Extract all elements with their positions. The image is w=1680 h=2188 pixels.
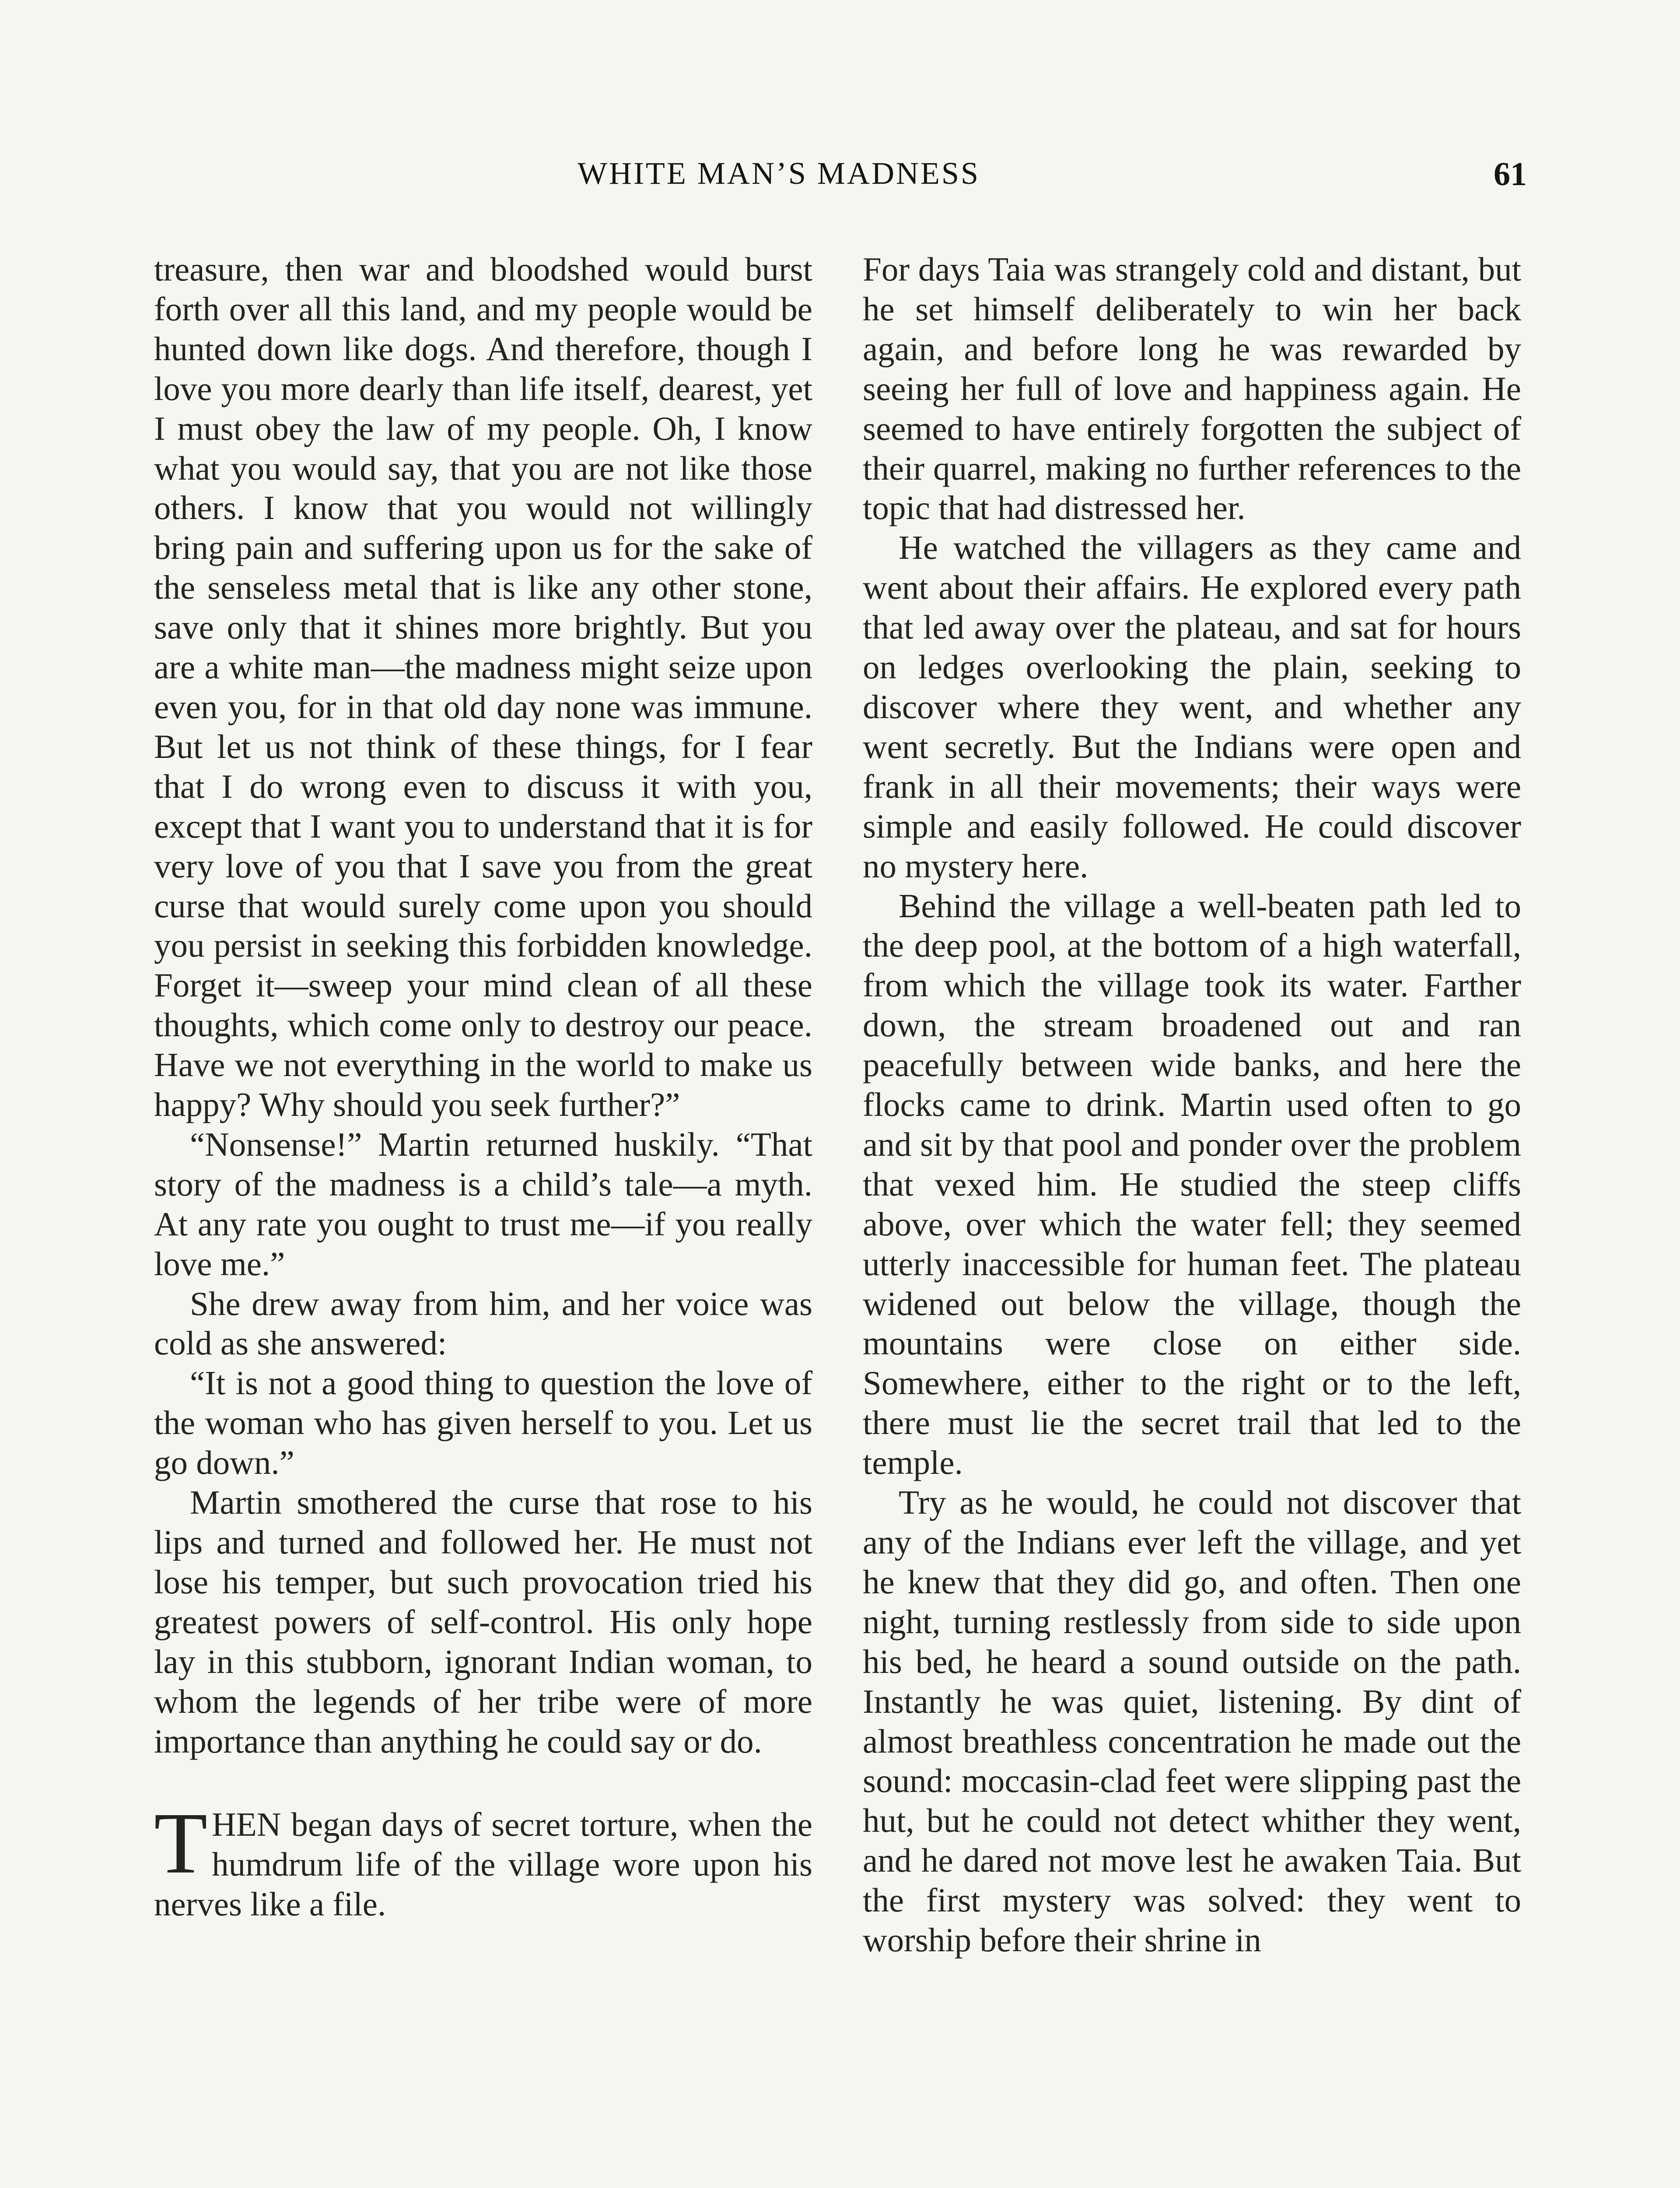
paragraph: “Nonsense!” Martin returned huskily. “That story of the madness is a child’s tale—a myth. At any rate you ought to trust me—if you really love me.” — [154, 1125, 812, 1283]
section-opening-paragraph — [154, 1795, 812, 1924]
paragraph: Try as he would, he could not discover that any of the Indians ever left the village, and yet he knew that they did go, and often. Then one night, turning restlessly from side to side upon his bed, he heard a sound outside on the path. Instantly he was quiet, listening. By dint of almost breathless concentration he made out the sound: moccasin-clad feet were slipping past the hut, but he could not detect whither they went, and he dared not move lest he awaken Taia. But the first mystery was solved: they went to worship before their shrine in — [863, 1483, 1521, 1959]
paragraph-text: HEN began days of secret torture, when the humdrum life of the village wore upon his nerves like a file. — [154, 1806, 812, 1923]
paragraph: treasure, then war and bloodshed would burst forth over all this land, and my people would be hunted down like dogs. And therefore, though I love you more dearly than life itself, dearest, yet I must obey the law of my people. Oh, I know what you would say, that you are not like those others. I know that you would not willingly bring pain and suffering upon us for the sake of the senseless metal that is like any other stone, save only that it shines more brightly. But you are a white man—the madness might seize upon even you, for in that old day none was immune. But let us not think of these things, for I fear that I do wrong even to discuss it with you, except that I want you to understand that it is for very love of you that I save you from the great curse that would surely come upon you should you persist in seeking this forbidden knowledge. Forget it—sweep your mind clean of all these thoughts, which come only to destroy our peace. Have we not everything in the world to make us happy? Why should you seek further?” — [154, 250, 812, 1124]
right-text-column — [863, 249, 1521, 1960]
running-title: WHITE MAN’S MADNESS — [578, 156, 980, 191]
paragraph: He watched the villagers as they came and went about their affairs. He explored every path that led away over the plateau, and sat for hours on ledges overlooking the plain, seeking to discover where they went, and whether any went secretly. But the Indians were open and frank in all their movements; their ways were simple and easily followed. He could discover no mystery here. — [863, 529, 1521, 885]
page-number: 61 — [1494, 156, 1527, 193]
paragraph: “It is not a good thing to question the love of the woman who has given herself to you. Let us go down.” — [154, 1364, 812, 1482]
drop-cap: T — [154, 1795, 208, 1892]
paragraph: She drew away from him, and her voice was cold as she answered: — [154, 1284, 812, 1362]
paragraph: Behind the village a well-beaten path led to the deep pool, at the bottom of a high waterfall, from which the village took its water. Farther down, the stream broadened out and ran peacefully between wide banks, and here the flocks came to drink. Martin used often to go and sit by that pool and ponder over the problem that vexed him. He studied the steep cliffs above, over which the water fell; they seemed utterly inaccessible for human feet. The plateau widened out below the village, though the mountains were close on either side. Somewhere, either to the right or to the left, there must lie the secret trail that led to the temple. — [863, 887, 1521, 1482]
running-header — [0, 155, 1680, 203]
left-text-column — [154, 249, 812, 1924]
paragraph: Martin smothered the curse that rose to his lips and turned and followed her. He must not lose his temper, but such provocation tried his greatest powers of self-control. His only hope lay in this stubborn, ignorant Indian woman, to whom the legends of her tribe were of more importance than anything he could say or do. — [154, 1483, 812, 1760]
paragraph: For days Taia was strangely cold and distant, but he set himself deliberately to win her back again, and before long he was rewarded by seeing her full of love and happiness again. He seemed to have entirely forgotten the subject of their quarrel, making no further references to the topic that had distressed her. — [863, 250, 1521, 527]
